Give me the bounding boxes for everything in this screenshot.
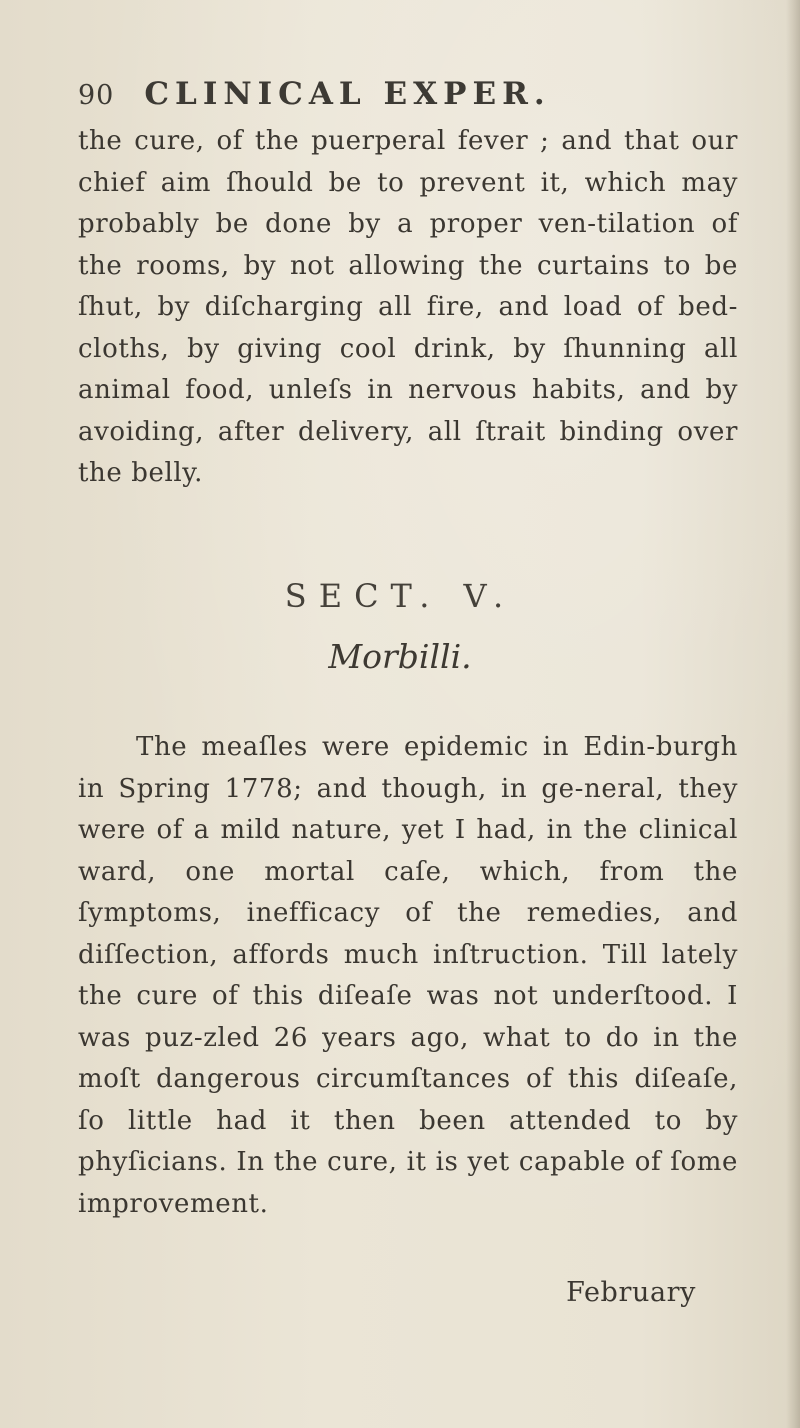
page-edge-shadow [786, 0, 800, 1428]
page-number: 90 [78, 80, 115, 111]
paragraph-puerperal-fever: the cure, of the puerperal fever ; and that our chief aim ſhould be to prevent it, which may probably be done by a proper ven-tilation of the rooms, by not allowing the curtains to be ſhut, by diſcharging all fire, and load of bed-cloths, by giving cool drink, by ſhunning all animal food, unleſs in nervous habits, and by avoiding, after delivery, all ſtrait binding over the belly. [78, 126, 738, 488]
section-heading: SECT. V. [284, 577, 516, 615]
page-header [78, 76, 551, 116]
catchword: February [566, 1277, 696, 1308]
section-subtitle: Morbilli. [328, 637, 472, 676]
paragraph-measles: The meaſles were epidemic in Edin-burgh in Spring 1778; and though, in ge-neral, they were of a mild nature, yet I had, in the clinical ward, one mortal caſe, which, from the ſymptoms, inefficacy of the remedies, and diſſection, affords much inſtruction. Till lately the cure of this diſeaſe was not underſtood. I was puz-zled 26 years ago, what to do in the moſt dangerous circumſtances of this diſeaſe, ſo little had it then been attended to by phyſicians. In the cure, it is yet capable of ſome improvement. [78, 732, 738, 1219]
running-title: CLINICAL EXPER. [144, 76, 551, 112]
